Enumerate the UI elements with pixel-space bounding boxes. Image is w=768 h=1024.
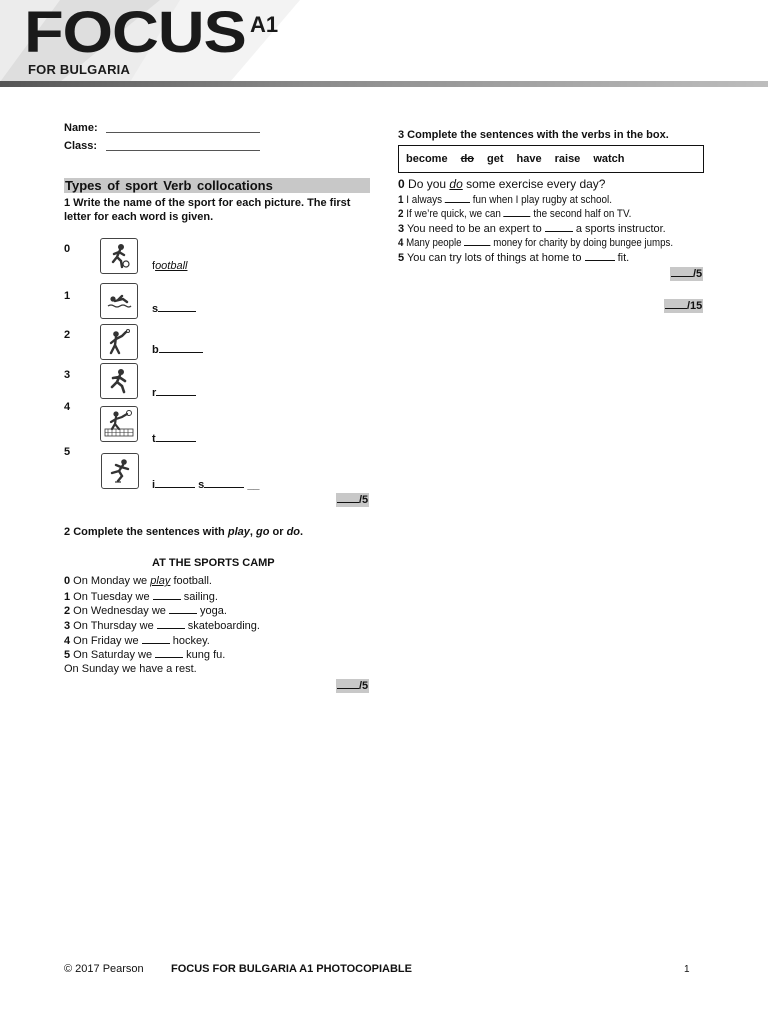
ex1-answer-5[interactable]: i s __ [152,479,260,491]
ex2-score[interactable]: /5 [336,679,369,693]
ex3-line-3[interactable]: 3 You need to be an expert to a sports instructor. [398,223,666,235]
swimmer-icon [100,283,138,319]
ex3-line-1[interactable]: 1 I always fun when I play rugby at school. [398,194,612,206]
verb-box [398,145,704,173]
ex1-answer-0: football [152,260,188,272]
football-player-icon [100,238,138,274]
ex1-answer-2[interactable]: b [152,342,203,357]
tennis-player-icon [100,406,138,442]
ex1-answer-3[interactable]: r [152,385,196,400]
total-score[interactable]: /15 [664,299,703,313]
ex3-score[interactable]: /5 [670,267,703,281]
page-number: 1 [684,964,690,975]
ex1-item-number: 5 [64,446,71,458]
ex3-instruction: 3 Complete the sentences with the verbs in the box. [398,129,669,141]
ex1-score[interactable]: /5 [336,493,369,507]
class-label: Class: [64,140,98,152]
ex1-answer-1[interactable]: s [152,301,196,316]
ex1-instruction: 1 Write the name of the sport for each picture. The first letter for each word is given. [64,197,351,223]
verb-have: have [516,153,542,165]
ex1-item-number: 4 [64,401,71,413]
ex2-line-1[interactable]: 1 On Tuesday we sailing. [64,591,218,603]
verb-do-example: do [460,153,475,165]
ex1-item-number: 3 [64,369,71,381]
class-input-line[interactable] [106,150,260,151]
header-divider [0,81,768,87]
badminton-player-icon [100,324,138,360]
ex3-line-0: 0 Do you do some exercise every day? [398,177,606,191]
ex3-line-5[interactable]: 5 You can try lots of things at home to fit. [398,252,630,264]
logo-level: A1 [250,12,279,37]
ex1-answer-4[interactable]: t [152,431,196,446]
ex2-line-3[interactable]: 3 On Thursday we skateboarding. [64,620,260,632]
logo-subtitle: FOR BULGARIA [28,62,131,77]
ex2-line-5[interactable]: 5 On Saturday we kung fu. [64,649,226,661]
name-input-line[interactable] [106,132,260,133]
verb-become: become [406,153,448,165]
section-title: Types of sport Verb collocations [64,178,370,193]
ex1-item-number: 0 [64,243,71,255]
ex2-line-4[interactable]: 4 On Friday we hockey. [64,635,210,647]
verb-raise: raise [554,153,581,165]
ex2-line-2[interactable]: 2 On Wednesday we yoga. [64,605,227,617]
ex2-instruction: 2 Complete the sentences with play, go or do. [64,526,304,538]
verb-get: get [487,153,504,165]
verb-watch: watch [593,153,625,165]
footer-title: FOCUS FOR BULGARIA A1 PHOTOCOPIABLE [171,963,412,975]
ex3-line-4[interactable]: 4 Many people money for charity by doing bungee jumps. [398,237,674,249]
footer-copyright: © 2017 Pearson [64,963,144,975]
ex3-line-2[interactable]: 2 If we’re quick, we can the second half on TV. [398,208,632,220]
ice-skater-icon [101,453,139,489]
runner-icon [100,363,138,399]
ex1-item-number: 2 [64,329,71,341]
ex2-line-0: 0 On Monday we play football. [64,575,212,587]
logo-focus: FOCUS [24,0,246,65]
ex1-item-number: 1 [64,290,71,302]
ex2-subtitle: AT THE SPORTS CAMP [152,557,275,569]
ex2-closing: On Sunday we have a rest. [64,663,197,675]
name-label: Name: [64,122,98,134]
